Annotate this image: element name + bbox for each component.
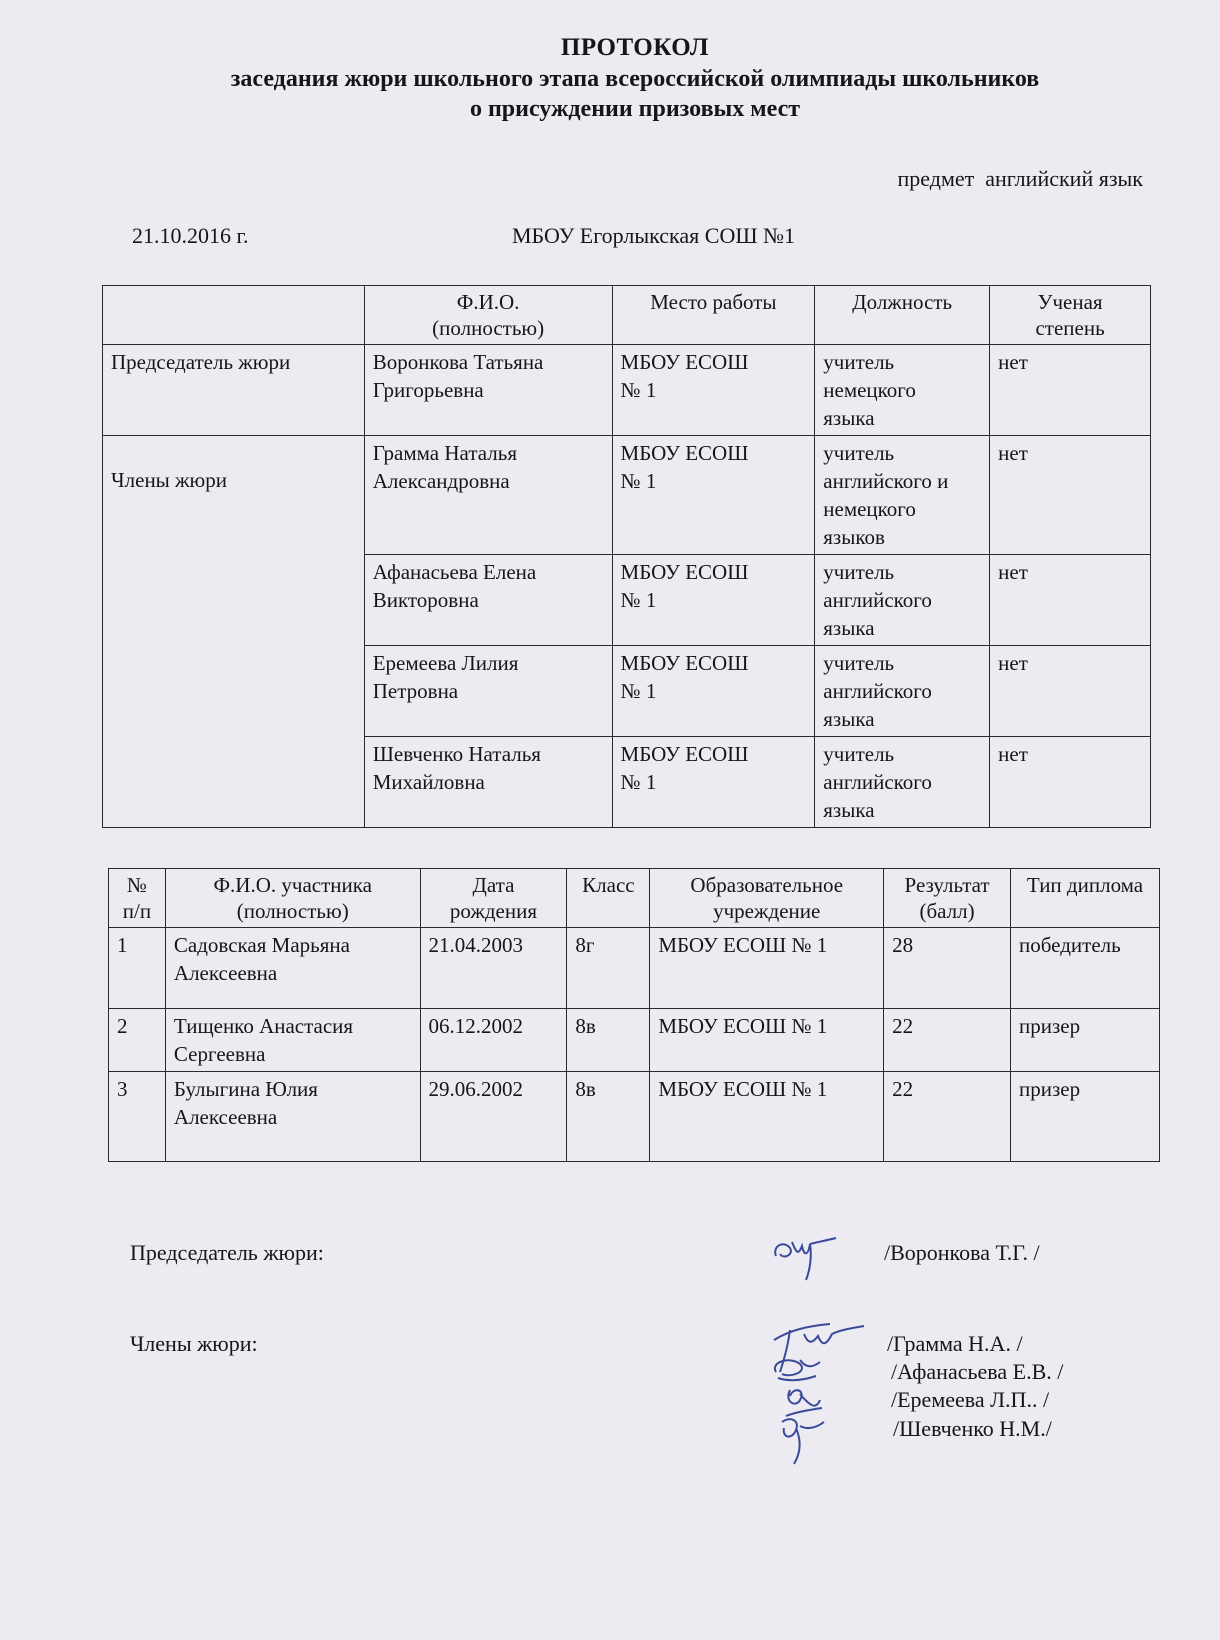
result-diploma: призер xyxy=(1011,1072,1160,1162)
jury-role-chair: Председатель жюри xyxy=(103,345,365,436)
member-signature-name: /Еремеева Л.П.. / xyxy=(891,1387,1050,1412)
jury-position: учитель английского языка xyxy=(815,737,990,828)
jury-degree: нет xyxy=(990,436,1151,555)
jury-row xyxy=(103,345,1151,436)
result-school: МБОУ ЕСОШ № 1 xyxy=(650,1072,884,1162)
jury-name: Еремеева Лилия Петровна xyxy=(364,646,612,737)
result-participant-name: Тищенко Анастасия Сергеевна xyxy=(165,1009,420,1072)
jury-degree: нет xyxy=(990,345,1151,436)
school-name: МБОУ Егорлыкская СОШ №1 xyxy=(512,223,796,248)
jury-table xyxy=(102,285,1151,828)
result-birth-date: 21.04.2003 xyxy=(420,928,567,1009)
result-participant-name: Садовская Марьяна Алексеевна xyxy=(165,928,420,1009)
subtitle-line-2: о присуждении призовых мест xyxy=(469,96,801,122)
jury-name: Афанасьева Елена Викторовна xyxy=(364,555,612,646)
member-signature-name: /Шевченко Н.М./ xyxy=(893,1416,1052,1441)
result-diploma: победитель xyxy=(1011,928,1160,1009)
jury-degree: нет xyxy=(990,737,1151,828)
results-header-cell: Ф.И.О. участника (полностью) xyxy=(165,869,420,928)
result-class: 8г xyxy=(567,928,650,1009)
results-header-row xyxy=(109,869,1160,928)
subtitle-line-1: заседания жюри школьного этапа всероссийской олимпиады школьников xyxy=(230,66,1040,92)
results-row xyxy=(109,1009,1160,1072)
results-header-cell: Результат (балл) xyxy=(884,869,1011,928)
jury-workplace: МБОУ ЕСОШ № 1 xyxy=(612,436,815,555)
jury-position: учитель английского языка xyxy=(815,646,990,737)
result-class: 8в xyxy=(567,1072,650,1162)
jury-header-cell xyxy=(103,286,365,345)
results-header-cell: Дата рождения xyxy=(420,869,567,928)
members-signature-icon xyxy=(760,1316,880,1466)
result-school: МБОУ ЕСОШ № 1 xyxy=(650,928,884,1009)
jury-header-cell: Ученая степень xyxy=(990,286,1151,345)
chair-signature-icon xyxy=(770,1226,840,1284)
subject-line: предмет английский язык xyxy=(897,166,1143,191)
result-number: 1 xyxy=(109,928,166,1009)
result-diploma: призер xyxy=(1011,1009,1160,1072)
result-score: 22 xyxy=(884,1072,1011,1162)
jury-degree: нет xyxy=(990,555,1151,646)
jury-role-members: Члены жюри xyxy=(103,436,365,828)
result-birth-date: 06.12.2002 xyxy=(420,1009,567,1072)
results-row xyxy=(109,1072,1160,1162)
members-signature-label: Члены жюри: xyxy=(130,1331,258,1356)
result-score: 28 xyxy=(884,928,1011,1009)
jury-workplace: МБОУ ЕСОШ № 1 xyxy=(612,555,815,646)
result-number: 3 xyxy=(109,1072,166,1162)
jury-name: Шевченко Наталья Михайловна xyxy=(364,737,612,828)
member-signature-name: /Грамма Н.А. / xyxy=(887,1331,1023,1356)
jury-header-cell: Должность xyxy=(815,286,990,345)
result-school: МБОУ ЕСОШ № 1 xyxy=(650,1009,884,1072)
jury-name: Воронкова Татьяна Григорьевна xyxy=(364,345,612,436)
jury-position: учитель английского и немецкого языков xyxy=(815,436,990,555)
jury-header-cell: Ф.И.О. (полностью) xyxy=(364,286,612,345)
results-header-cell: № п/п xyxy=(109,869,166,928)
document-title: ПРОТОКОЛ xyxy=(560,34,710,61)
jury-row xyxy=(103,436,1151,555)
jury-workplace: МБОУ ЕСОШ № 1 xyxy=(612,737,815,828)
result-score: 22 xyxy=(884,1009,1011,1072)
jury-workplace: МБОУ ЕСОШ № 1 xyxy=(612,345,815,436)
jury-header-row xyxy=(103,286,1151,345)
jury-degree: нет xyxy=(990,646,1151,737)
document-subtitle xyxy=(0,64,1220,124)
results-row xyxy=(109,928,1160,1009)
protocol-date: 21.10.2016 г. xyxy=(132,223,249,248)
jury-workplace: МБОУ ЕСОШ № 1 xyxy=(612,646,815,737)
results-header-cell: Тип диплома xyxy=(1011,869,1160,928)
result-number: 2 xyxy=(109,1009,166,1072)
chair-signature-label: Председатель жюри: xyxy=(130,1240,324,1265)
results-header-cell: Образовательное учреждение xyxy=(650,869,884,928)
results-header-cell: Класс xyxy=(567,869,650,928)
member-signature-name: /Афанасьева Е.В. / xyxy=(891,1359,1064,1384)
result-participant-name: Булыгина Юлия Алексеевна xyxy=(165,1072,420,1162)
results-table xyxy=(108,868,1160,1162)
jury-name: Грамма Наталья Александровна xyxy=(364,436,612,555)
chair-signature-name: /Воронкова Т.Г. / xyxy=(884,1240,1040,1265)
jury-position: учитель английского языка xyxy=(815,555,990,646)
result-birth-date: 29.06.2002 xyxy=(420,1072,567,1162)
result-class: 8в xyxy=(567,1009,650,1072)
jury-header-cell: Место работы xyxy=(612,286,815,345)
jury-position: учитель немецкого языка xyxy=(815,345,990,436)
